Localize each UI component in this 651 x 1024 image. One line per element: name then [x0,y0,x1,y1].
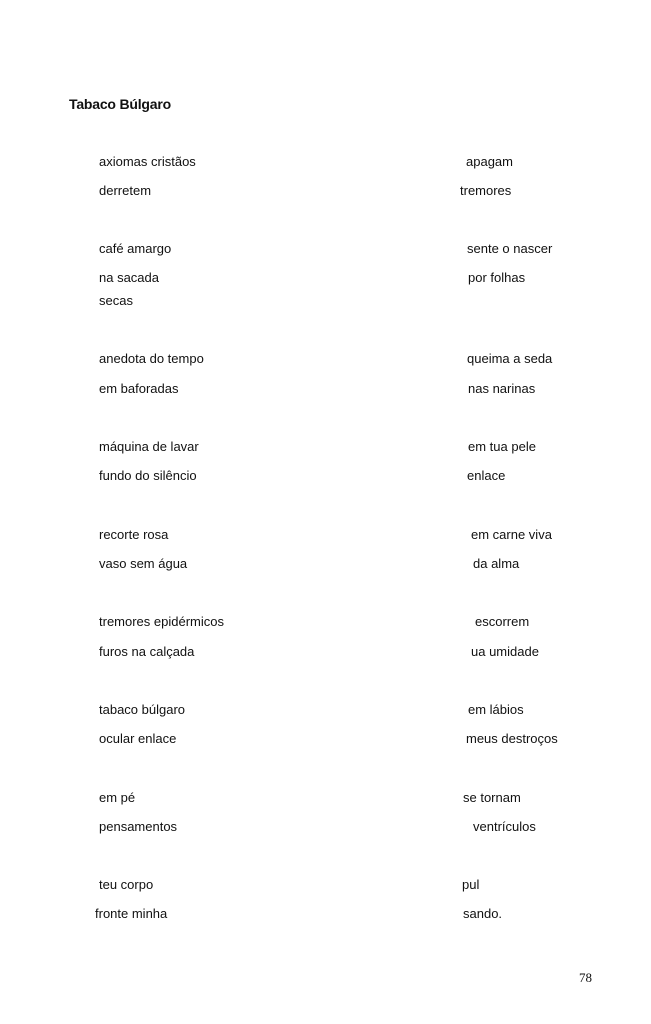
poem-line: tremores epidérmicos [99,614,224,629]
poem-line: recorte rosa [99,527,169,542]
poem-line: por folhas [468,270,526,285]
poem-line: enlace [467,468,506,483]
poem-line: nas narinas [468,381,536,396]
poem-line: secas [99,293,133,308]
poem-line: furos na calçada [99,644,195,659]
poem-line: ocular enlace [99,731,177,746]
poem-line: vaso sem água [99,556,188,571]
poem-line: da alma [473,556,520,571]
poem-line: em lábios [468,702,524,717]
poem-line: fronte minha [95,906,168,921]
poem-line: em baforadas [99,381,179,396]
poem-line: tabaco búlgaro [99,702,186,717]
poem-line: pul [462,877,480,892]
poem-line: em carne viva [471,527,552,542]
poem-line: anedota do tempo [99,351,204,366]
poem-line: ua umidade [471,644,539,659]
poem-line: axiomas cristãos [99,154,196,169]
poem-line: sente o nascer [467,241,553,256]
poem-line: derretem [99,183,152,198]
poem-line: na sacada [99,270,159,285]
poem-title: Tabaco Búlgaro [69,96,171,112]
poem-line: em tua pele [468,439,536,454]
page-number: 78 [579,970,592,985]
poem-line: tremores [460,183,512,198]
poem-line: pensamentos [99,819,178,834]
poem-line: café amargo [99,241,172,256]
poem-line: teu corpo [99,877,154,892]
poem-line: meus destroços [466,731,558,746]
poem-line: sando. [463,906,503,921]
poem-line: apagam [466,154,513,169]
poem-line: ventrículos [473,819,536,834]
poem-line: escorrem [475,614,530,629]
poem-line: queima a seda [467,351,553,366]
poem-line: se tornam [463,790,521,805]
poem-line: fundo do silêncio [99,468,197,483]
poem-line: em pé [99,790,136,805]
poem-line: máquina de lavar [99,439,199,454]
